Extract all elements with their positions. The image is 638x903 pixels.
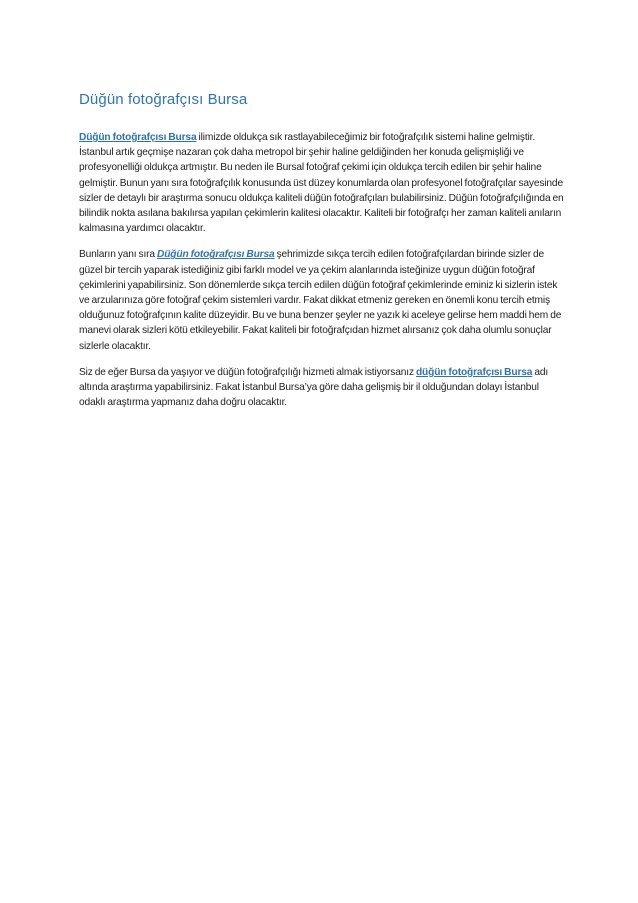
paragraph-2 [79, 247, 565, 353]
paragraph-3-link[interactable]: düğün fotoğrafçısı Bursa [415, 366, 533, 378]
paragraph-1-link[interactable]: Düğün fotoğrafçısı Bursa [79, 132, 197, 143]
paragraph-3-text-after: adı altında araştırma yapabilirsiniz. Fakat İstanbul Bursa’ya göre daha gelişmiş bir il olduğundan dolayı İstanbul odaklı araştırma yapmanız daha doğru olacaktır. [79, 366, 549, 409]
paragraph-2-link[interactable]: Düğün fotoğrafçısı Bursa [157, 249, 275, 261]
document-title: Düğün fotoğrafçısı Bursa [79, 91, 248, 108]
paragraph-2-text-after: şehrimizde sıkça tercih edilen fotoğrafçılardan birinde sizler de güzel bir tercih yaparak istediğiniz gibi farklı model ve ya çekim alanlarında isteğinize uygun düğün fotoğraf çekimlerini yapabilirsiniz. Son dönemlerde sıkça tercih edilen düğün fotoğraf çekimlerinde eminiz ki sizlerin istek ve arzularınıza göre fotoğraf çekim sistemleri vardır. Fakat dikkat etmeniz gereken en önemli konu tercih etmiş olduğunuz fotoğrafçının kalite düzeyidir. Bu ve buna benzer şeyler ne yazık ki aceleye gelirse hem maddi hem de manevi olarak sizleri kötü etkileyebilir. Fakat kaliteli bir fotoğrafçıdan hizmet alırsanız çok daha olumlu sonuçlar sizlerle olacaktır. [79, 249, 562, 352]
paragraph-3-text-before: Siz de eğer Bursa da yaşıyor ve düğün fotoğrafçılığı hizmeti almak istiyorsanız [79, 366, 416, 378]
document-body [79, 90, 565, 421]
paragraph-1 [79, 130, 565, 236]
paragraph-3 [79, 365, 565, 411]
paragraph-1-text: ilimizde oldukça sık rastlayabileceğimiz bir fotoğrafçılık sistemi haline gelmiştir. İstanbul artık geçmişe nazaran çok daha metropol bir şehir haline geldiğinden her konuda gelişmişliği ve profesyonelliği oldukça artmıştır. Bu neden ile Bursal fotoğraf çekimi için oldukça tercih edilen bir şehir haline gelmiştir. Bunun yanı sıra fotoğrafçılık konusunda üst düzey konumlarda olan profesyonel fotoğrafçılar sayesinde sizler de detaylı bir araştırma sonucu oldukça kaliteli düğün fotoğrafçıları bulabilirsiniz. Düğün fotoğrafçılığında en bilindik nokta asılana bakılırsa yapılan çekimlerin kalitesi olacaktır. Kaliteli bir fotoğrafçı her zaman kaliteli anıların kalmasına yardımcı olacaktır. [79, 132, 564, 235]
paragraph-2-text-before: Bunların yanı sıra [79, 249, 158, 261]
